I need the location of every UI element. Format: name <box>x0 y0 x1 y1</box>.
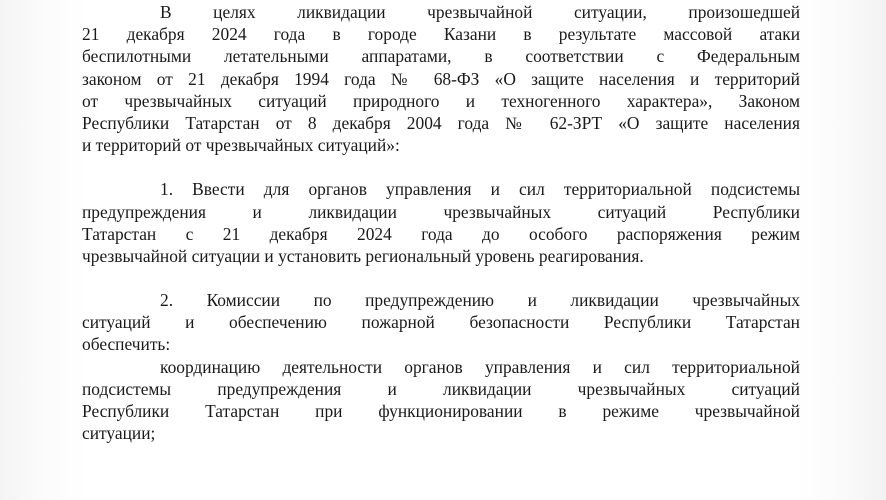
item-2-sub-paragraph <box>82 356 800 445</box>
item-1-paragraph <box>82 178 800 267</box>
preamble-line: 21 декабря 2024 года в городе Казани в результате массовой атаки <box>82 24 800 45</box>
preamble-line: законом от 21 декабря 1994 года № 68-ФЗ «О защите населения и территорий <box>82 68 800 89</box>
document-body <box>82 1 800 444</box>
paragraph-gap <box>82 156 800 178</box>
item-1-line: 1. Ввести для органов управления и сил территориальной подсистемы <box>160 179 800 200</box>
item-2-sub-line: координацию деятельности органов управления и сил территориальной <box>160 356 800 377</box>
preamble-line: беспилотными летательными аппаратами, в соответствии с Федеральным <box>82 46 800 67</box>
item-2-paragraph <box>82 289 800 356</box>
item-2-sub-line: ситуации; <box>82 423 156 444</box>
preamble-line: от чрезвычайных ситуаций природного и техногенного характера», Законом <box>82 90 800 111</box>
item-2-line: ситуаций и обеспечению пожарной безопасности Республики Татарстан <box>82 312 800 333</box>
paragraph-gap <box>82 267 800 289</box>
item-2-line: 2. Комиссии по предупреждению и ликвидации чрезвычайных <box>160 290 800 311</box>
item-1-line: предупреждения и ликвидации чрезвычайных ситуаций Республики <box>82 201 800 222</box>
item-1-line: Татарстан с 21 декабря 2024 года до особого распоряжения режим <box>82 223 800 244</box>
item-1-line: чрезвычайной ситуации и установить региональный уровень реагирования. <box>82 245 644 266</box>
item-2-sub-line: подсистемы предупреждения и ликвидации чрезвычайных ситуаций <box>82 378 800 399</box>
item-2-line: обеспечить: <box>82 334 171 355</box>
preamble-line: В целях ликвидации чрезвычайной ситуации, произошедшей <box>160 2 800 22</box>
preamble-line: Республики Татарстан от 8 декабря 2004 года № 62-ЗРТ «О защите населения <box>82 112 800 133</box>
item-2-sub-line: Республики Татарстан при функционировании в режиме чрезвычайной <box>82 401 800 421</box>
preamble-paragraph <box>82 1 800 156</box>
preamble-line: и территорий от чрезвычайных ситуаций»: <box>82 135 400 156</box>
